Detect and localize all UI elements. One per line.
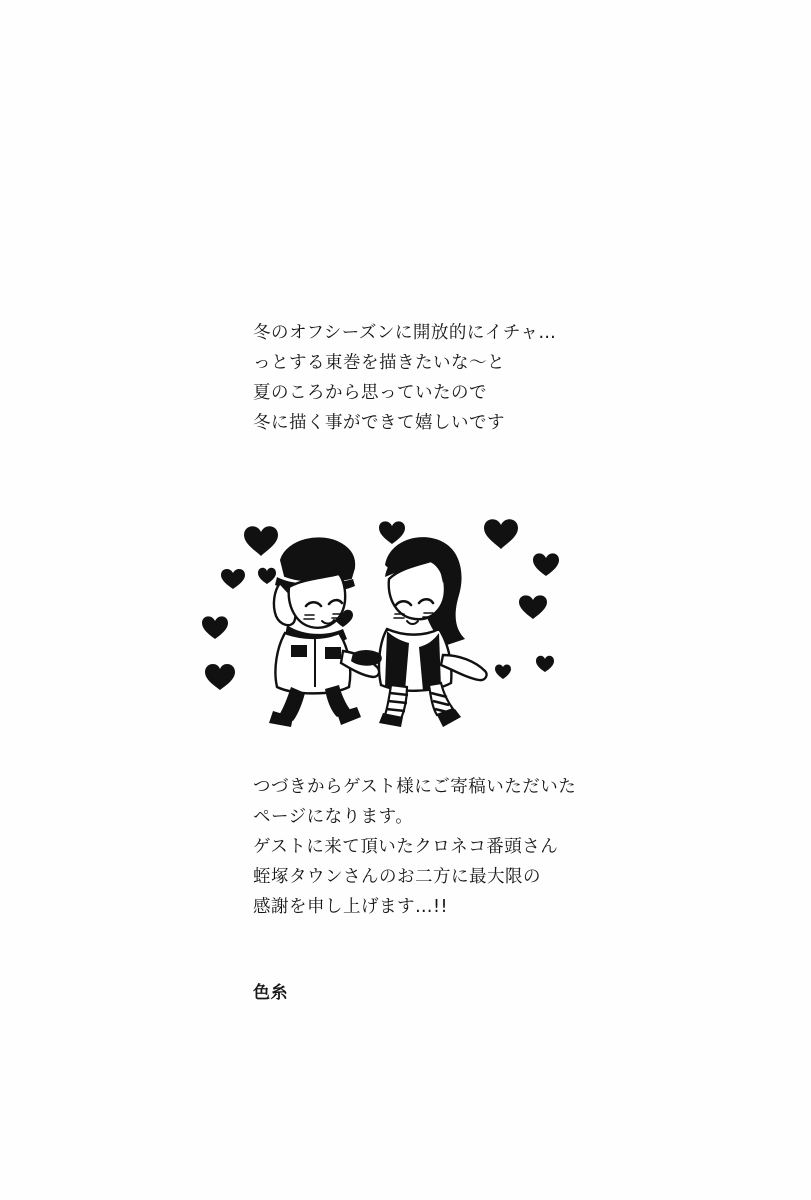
author-signature	[253, 978, 288, 1008]
character-right-with-long-hair	[379, 537, 487, 727]
heart-shape	[221, 569, 245, 589]
heart-shape	[484, 519, 518, 549]
afterword-top-line: 冬のオフシーズンに開放的にイチャ…	[253, 323, 557, 343]
afterword-top-line: っとする東巻を描きたいな〜と	[253, 353, 505, 373]
afterword-bottom-text	[253, 772, 723, 922]
heart-shape	[379, 521, 405, 544]
chibi-couple-illustration	[185, 505, 585, 735]
heart-shape	[258, 568, 276, 584]
joined-hands	[351, 650, 382, 666]
heart-shape	[244, 526, 278, 556]
character-left-with-ushanka-hat	[269, 538, 379, 727]
afterword-bottom-line: つづきからゲスト様にご寄稿いただいた	[253, 777, 577, 797]
heart-shape	[533, 553, 559, 576]
heart-shape	[495, 665, 511, 679]
afterword-bottom-line: 蛭塚タウンさんのお二方に最大限の	[253, 867, 541, 887]
heart-shape	[519, 595, 547, 619]
afterword-bottom-line: ページになります。	[253, 807, 414, 827]
afterword-top-line: 夏のころから思っていたので	[253, 383, 487, 403]
signature-line: 色糸	[253, 983, 288, 1003]
afterword-top-text	[253, 318, 723, 438]
heart-shape	[202, 616, 228, 639]
afterword-bottom-line: ゲストに来て頂いたクロネコ番頭さん	[253, 837, 559, 857]
heart-shape	[205, 664, 235, 690]
afterword-bottom-line: 感謝を申し上げます…!!	[253, 897, 449, 917]
afterword-top-line: 冬に描く事ができて嬉しいです	[253, 413, 505, 433]
heart-shape	[536, 656, 554, 672]
